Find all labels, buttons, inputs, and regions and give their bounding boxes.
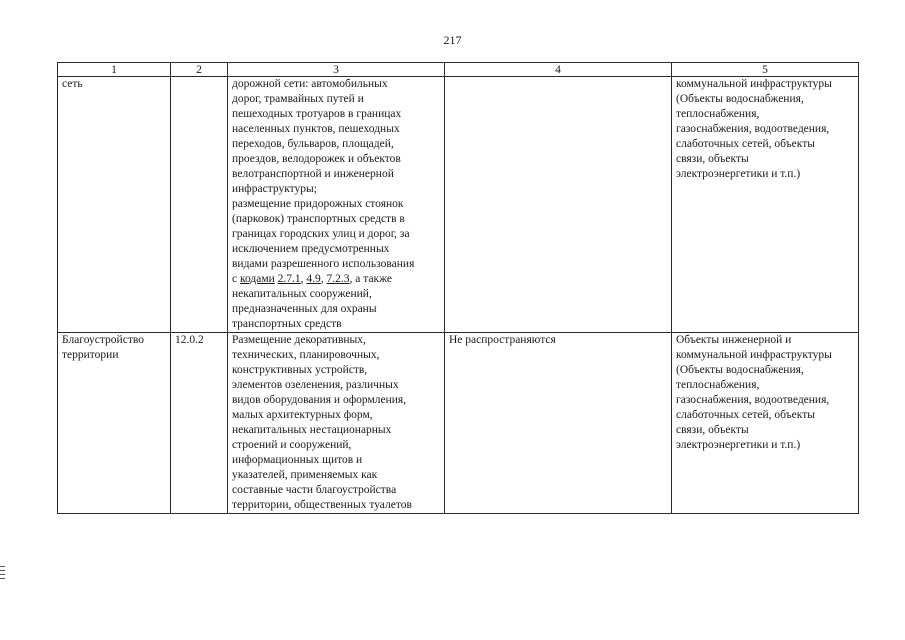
scan-margin-marks — [0, 566, 6, 586]
table-row — [58, 77, 859, 333]
codes-link[interactable]: кодами — [239, 273, 275, 285]
code-link-7-2-3[interactable]: 7.2.3 — [326, 273, 350, 285]
table-row — [58, 333, 859, 514]
row1-description — [228, 77, 445, 333]
row2-code: 12.0.2 — [171, 333, 228, 514]
row1-infrastructure: коммунальной инфраструктуры (Объекты водоснабжения, теплоснабжения, газоснабжения, водоотведения, слаботочных сетей, объекты связи, объекты электроэнергетики и т.п.) — [672, 77, 859, 333]
row2-infrastructure: Объекты инженерной и коммунальной инфраструктуры (Объекты водоснабжения, теплоснабжения, газоснабжения, водоотведения, слаботочных сетей, объекты связи, объекты электроэнергетики и т.п.) — [672, 333, 859, 514]
row2-restrictions: Не распространяются — [445, 333, 672, 514]
row1-code — [171, 77, 228, 333]
code-link-4-9[interactable]: 4.9 — [306, 273, 321, 285]
code-link-2-7-1[interactable]: 2.7.1 — [277, 273, 301, 285]
row1-restrictions — [445, 77, 672, 333]
page-number: 217 — [443, 33, 462, 47]
row1-description-lines: дорожной сети: автомобильных дорог, трамвайных путей и пешеходных тротуаров в границах населенных пунктов, пешеходных переходов, бульваров, площадей, проездов, велодорожек и объектов велотранспортной и инженерной инфраструктуры; размещение придорожных стоянок (парковок) транспортных средств в границах городских улиц и дорог, за исключением предусмотренных видами разрешенного использования с кодами 2.7.1, 4.9, 7.2.3, а также некапитальных сооружений, предназначенных для охраны транспортных средств — [232, 77, 440, 332]
header-cell-4: 4 — [445, 63, 672, 77]
codes-reference-line: с кодами 2.7.1, 4.9, 7.2.3, а также — [232, 273, 393, 285]
header-cell-5: 5 — [672, 63, 859, 77]
row2-description: Размещение декоративных, технических, планировочных, конструктивных устройств, элементов озеленения, различных видов оборудования и оформления, малых архитектурных форм, некапитальных нестационарных строений и сооружений, информационных щитов и указателей, применяемых как составные части благоустройства территории, общественных туалетов — [228, 333, 445, 514]
row2-use-name: Благоустройство территории — [58, 333, 171, 514]
regulations-table — [57, 62, 859, 514]
header-cell-1: 1 — [58, 63, 171, 77]
header-cell-3: 3 — [228, 63, 445, 77]
row1-use-name: сеть — [58, 77, 171, 333]
table-header-row — [58, 63, 859, 77]
header-cell-2: 2 — [171, 63, 228, 77]
